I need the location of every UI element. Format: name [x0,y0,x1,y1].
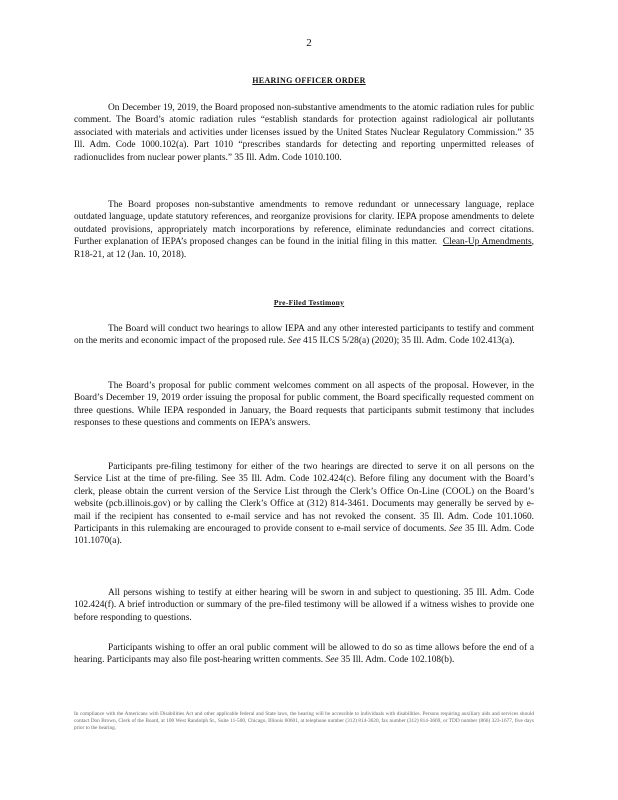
paragraph-testify: All persons wishing to testify at either hearing will be sworn in and subject to questioning. 35 Ill. Adm. Code 102.424(f). A brief introduction or summary of the pre-filed testimony will be allowed if a witness wishes to provide one before responding to questions. [74,588,534,623]
paragraph-text: The Board will conduct two hearings to allow IEPA and any other interested participants to testify and comment on the merits and economic impact of the proposed rule. [74,324,534,347]
citation: 35 Ill. Adm. Code 102.108(b). [340,655,455,666]
accessibility-footnote: In compliance with the Americans with Disabilities Act and other applicable federal and State laws, the hearing will be accessible to individuals with disabilities. Persons requiring auxiliary aids and services should contact Don Brown, Clerk of the Board, at 100 West Randolph St., Suite 11-500, Chicago, Illinois 60601, at telephone number (312) 814-3620, fax number (312) 814-3669, or TDD number (866) 323-1677, five days prior to the hearing. [74,711,534,732]
paragraph-text: The Board proposes non-substantive amendments to remove redundant or unnecessary language, replace outdated language, update statutory references, and reorganize provisions for clarity. IEPA propose amendments to delete outdated provisions, appropriately match incorporations by reference, eliminate redundancies and correct citations. Further explanation of IEPA’s proposed changes can be found in the initial filing in this matter. [74,200,534,248]
citation: 35 Ill. Adm. Code 101.1070(a). [74,524,535,547]
signal-see: See [325,655,339,666]
paragraph-public-comment: The Board’s proposal for public comment welcomes comment on all aspects of the proposal. However, in the Board’s December 19, 2019 order issuing the proposal for public comment, the Board specifically requested comment on three questions. While IEPA responded in January, the Board requests that participants submit testimony that includes responses to these questions and comments on IEPA’s answers. [74,381,534,429]
signal-see: See [287,336,301,347]
paragraph-hearings [74,323,534,348]
section-heading-hearing-officer-order: HEARING OFFICER ORDER [252,76,366,85]
paragraph-proposed-amendments [74,199,534,261]
citation-tail: , R18-21, at 12 (Jan. 10, 2018). [74,237,535,260]
paragraph-text: Participants wishing to offer an oral public comment will be allowed to do so as time allows before the end of a hearing. Participants may also file post-hearing written comments. [74,643,534,666]
citation: 415 ILCS 5/28(a) (2020); 35 Ill. Adm. Code 102.413(a). [303,336,515,347]
citation-clean-up-amendments: Clean-Up Amendments [442,237,532,248]
paragraph-text: Participants pre-filing testimony for either of the two hearings are directed to serve it on all persons on the Service List at the time of pre-filing. See 35 Ill. Adm. Code 102.424(c). Before filing any document with the Board’s clerk, please obtain the current version of the Service List through the Clerk’s Office On-Line (COOL) on the Board’s website (pcb.illinois.gov) or by calling the Clerk’s Office at (312) 814-3461. Documents may generally be served by e-mail if the recipient has consented to e-mail service and has not revoked the consent. 35 Ill. Adm. Code 101.1060. Participants in this rulemaking are encouraged to provide consent to e-mail service of documents. [74,462,534,535]
section-heading-prefiled-testimony: Pre-Filed Testimony [273,298,345,307]
signal-see: See [449,524,463,535]
page-number: 2 [306,37,312,49]
paragraph-proposal-background: On December 19, 2019, the Board proposed non-substantive amendments to the atomic radiation rules for public comment. The Board’s atomic radiation rules “establish standards for protection against radiological air pollutants associated with materials and activities under licenses issued by the United States Nuclear Regulatory Commission.” 35 Ill. Adm. Code 1000.102(a). Part 1010 “prescribes standards for detecting and reporting unpermitted releases of radionuclides from nuclear power plants.” 35 Ill. Adm. Code 1010.100. [74,103,534,163]
paragraph-oral-comment [74,642,534,667]
paragraph-service-list [74,461,534,548]
